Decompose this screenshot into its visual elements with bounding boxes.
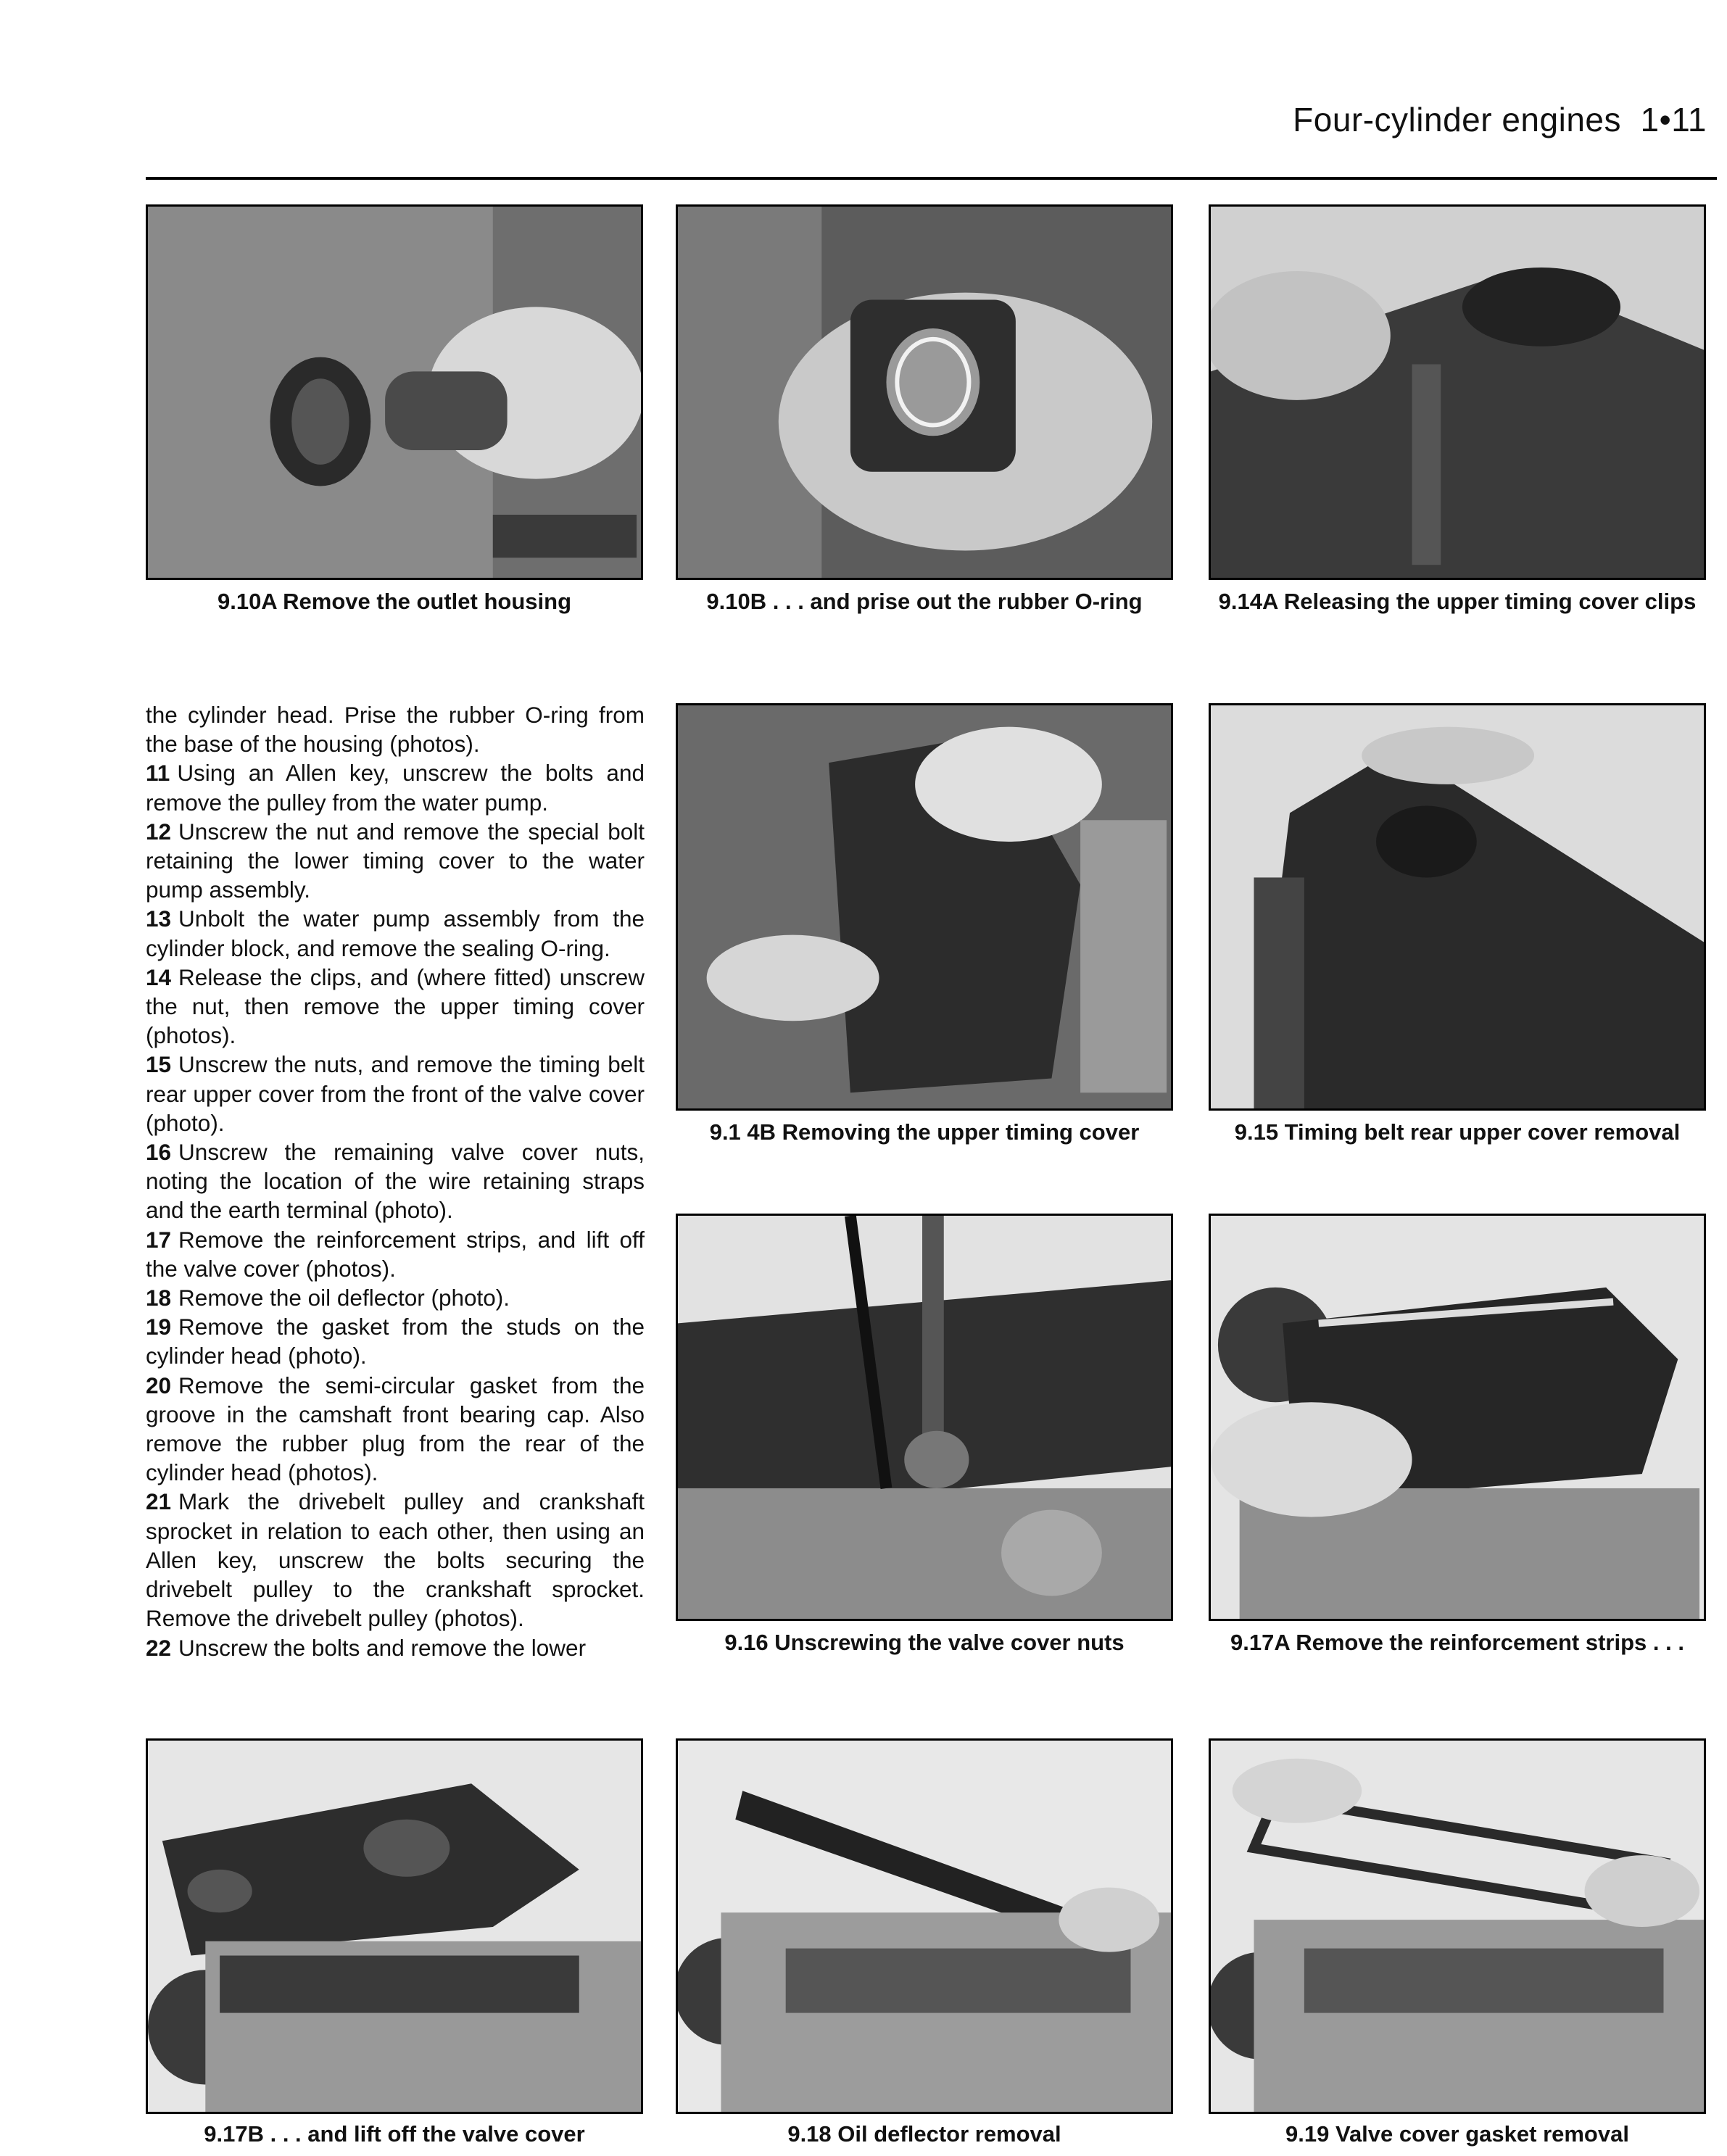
- photo-o-ring: [676, 204, 1173, 580]
- photo-valve-cover-gasket: [1209, 1738, 1706, 2114]
- photo-lift-valve-cover: [146, 1738, 643, 2114]
- body-text: [146, 700, 645, 1662]
- step-22: 22 Unscrew the bolts and remove the lower: [146, 1634, 587, 1661]
- photo-upper-timing-cover: [676, 703, 1173, 1111]
- photo-timing-belt-rear-cover: [1209, 703, 1706, 1111]
- step-13: 13 Unbolt the water pump assembly from the cylinder block, and remove the sealing O-ring.: [146, 905, 645, 961]
- photo-oil-deflector: [676, 1738, 1173, 2114]
- chapter-title: Four-cylinder engines: [1293, 101, 1621, 138]
- page-header: [1293, 100, 1707, 139]
- caption-9-14b: 9.1 4B Removing the upper timing cover: [709, 1119, 1140, 1145]
- step-15: 15 Unscrew the nuts, and remove the timing belt rear upper cover from the front of the valve cover (photo).: [146, 1051, 645, 1136]
- photo-reinforcement-strips: [1209, 1214, 1706, 1621]
- photo-timing-cover-clips: [1209, 204, 1706, 580]
- step-18: 18 Remove the oil deflector (photo).: [146, 1285, 510, 1311]
- intro-paragraph: the cylinder head. Prise the rubber O-ring from the base of the housing (photos).: [146, 702, 645, 758]
- step-20: 20 Remove the semi-circular gasket from the groove in the camshaft front bearing cap. Also remove the rubber plug from the rear of the cylinder head (photos).: [146, 1372, 645, 1486]
- caption-9-16: 9.16 Unscrewing the valve cover nuts: [724, 1630, 1125, 1655]
- step-16: 16 Unscrew the remaining valve cover nuts, noting the location of the wire retaining straps and the earth terminal (photo).: [146, 1139, 645, 1224]
- caption-9-15: 9.15 Timing belt rear upper cover removal: [1234, 1119, 1681, 1145]
- step-11: 11 Using an Allen key, unscrew the bolts and remove the pulley from the water pump.: [146, 760, 645, 816]
- step-12: 12 Unscrew the nut and remove the special bolt retaining the lower timing cover to the water pump assembly.: [146, 818, 645, 903]
- step-21: 21 Mark the drivebelt pulley and crankshaft sprocket in relation to each other, then using an Allen key, unscrew the bolts securing the drivebelt pulley to the crankshaft sprocket. Remove the drivebelt pulley (photos).: [146, 1488, 645, 1632]
- caption-9-19: 9.19 Valve cover gasket removal: [1285, 2121, 1629, 2147]
- caption-9-17b: 9.17B . . . and lift off the valve cover: [204, 2121, 585, 2147]
- header-rule: [146, 177, 1717, 180]
- step-19: 19 Remove the gasket from the studs on the cylinder head (photo).: [146, 1314, 645, 1369]
- caption-9-10a: 9.10A Remove the outlet housing: [217, 589, 572, 614]
- page-number: 1•11: [1640, 101, 1707, 138]
- step-17: 17 Remove the reinforcement strips, and lift off the valve cover (photos).: [146, 1226, 645, 1282]
- caption-9-18: 9.18 Oil deflector removal: [787, 2121, 1061, 2147]
- caption-9-17a: 9.17A Remove the reinforcement strips . . .: [1230, 1630, 1684, 1655]
- photo-outlet-housing: [146, 204, 643, 580]
- caption-9-10b: 9.10B . . . and prise out the rubber O-ring: [706, 589, 1143, 614]
- step-14: 14 Release the clips, and (where fitted) unscrew the nut, then remove the upper timing cover (photos).: [146, 963, 645, 1049]
- photo-valve-cover-nuts: [676, 1214, 1173, 1621]
- caption-9-14a: 9.14A Releasing the upper timing cover clips: [1218, 589, 1697, 614]
